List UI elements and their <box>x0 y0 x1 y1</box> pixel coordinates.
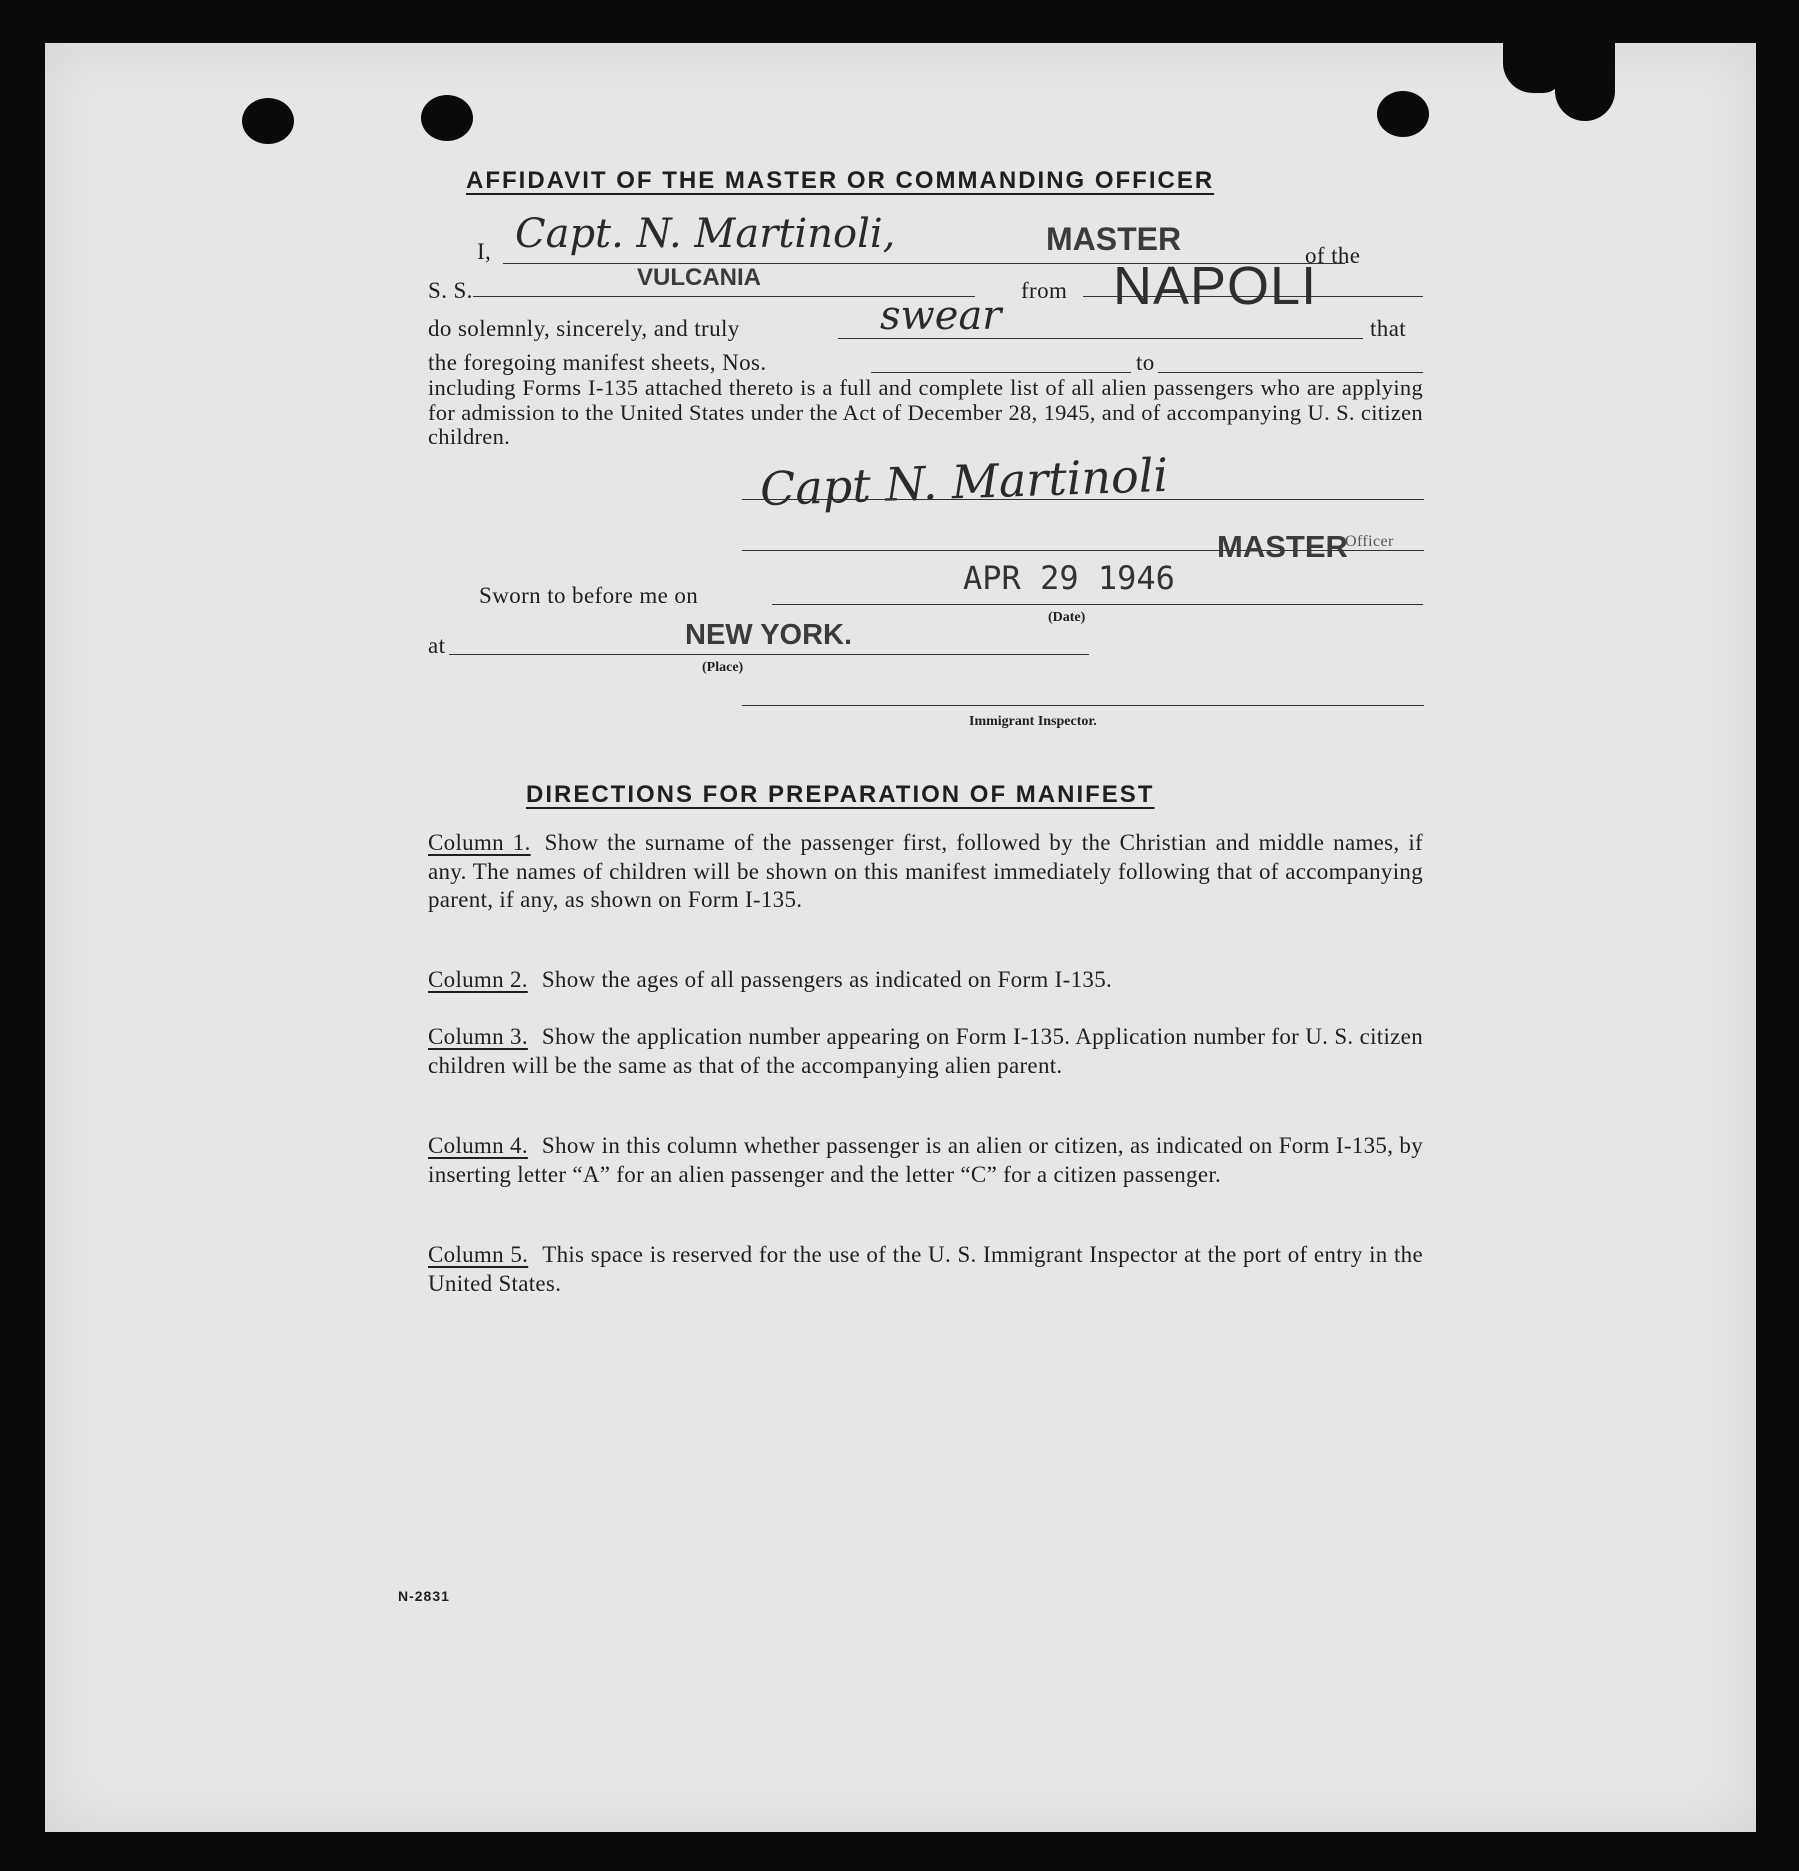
column-text: Show the application number appearing on Form I-135. Application number for U. S. citizen children will be the same as that of the accompanying alien parent. <box>428 1024 1423 1078</box>
column-label: Column 5. <box>428 1242 529 1267</box>
date-line <box>772 604 1423 605</box>
foregoing-nos-label: the foregoing manifest sheets, Nos. <box>428 350 767 375</box>
column-text: Show in this column whether passenger is an alien or citizen, as indicated on Form I-135, by inserting letter “A” for an alien passenger and the letter “C” for a citizen passenger. <box>428 1133 1423 1187</box>
directions-title: DIRECTIONS FOR PREPARATION OF MANIFEST <box>526 781 1155 808</box>
form-number: N-2831 <box>398 1588 450 1604</box>
of-the-label: of the <box>1305 243 1361 268</box>
punch-hole-middle <box>421 95 473 141</box>
swear-handwritten: swear <box>880 293 1002 339</box>
direction-column-2 <box>428 966 1423 995</box>
direction-column-5 <box>428 1241 1423 1298</box>
master-signature-handwritten: Capt N. Martinoli <box>759 447 1170 517</box>
punch-hole-right <box>1377 91 1429 137</box>
at-label: at <box>428 633 446 658</box>
torn-corner <box>1503 43 1563 93</box>
inspector-line <box>742 705 1424 706</box>
place-line <box>449 654 1089 655</box>
column-label: Column 4. <box>428 1133 528 1158</box>
direction-column-1 <box>428 829 1423 915</box>
direction-column-4 <box>428 1132 1423 1189</box>
column-label: Column 2. <box>428 967 528 992</box>
column-label: Column 1. <box>428 830 531 855</box>
column-text: This space is reserved for the use of the U. S. Immigrant Inspector at the port of entry in the United States. <box>428 1242 1423 1296</box>
ss-label: S. S. <box>428 278 473 303</box>
column-text: Show the surname of the passenger first, followed by the Christian and middle names, if any. The names of children will be shown on this manifest immediately following that of accompanying parent, if any, as shown on Form I-135. <box>428 830 1424 912</box>
to-label: to <box>1136 350 1155 375</box>
column-label: Column 3. <box>428 1024 528 1049</box>
affidavit-title: AFFIDAVIT OF THE MASTER OR COMMANDING OFFICER <box>466 167 1215 194</box>
ship-name-stamp: VULCANIA <box>637 264 761 291</box>
torn-corner <box>1555 43 1615 121</box>
rank-stamp: MASTER <box>1046 221 1182 257</box>
nos-from-line <box>871 372 1131 373</box>
nos-to-line <box>1158 372 1423 373</box>
date-caption: (Date) <box>1048 610 1086 625</box>
place-stamp: NEW YORK. <box>685 619 853 651</box>
signature-rank-stamp: MASTER <box>1217 529 1348 564</box>
that-label: that <box>1370 316 1407 341</box>
date-stamp: APR 29 1946 <box>963 559 1175 597</box>
column-text: Show the ages of all passengers as indicated on Form I-135. <box>541 967 1113 992</box>
from-label: from <box>1021 278 1068 303</box>
i-label: I, <box>477 239 492 264</box>
do-solemnly-label: do solemnly, sincerely, and truly <box>428 316 740 341</box>
punch-hole-left <box>242 98 294 144</box>
affidavit-statement: including Forms I-135 attached thereto is a full and complete list of all alien passengers who are applying for admission to the United States under the Act of December 28, 1945, and of accompanying U. S. citizen children. <box>428 375 1423 449</box>
master-name-handwritten: Capt. N. Martinoli, <box>515 211 896 257</box>
direction-column-3 <box>428 1023 1423 1080</box>
sworn-label: Sworn to before me on <box>479 583 699 608</box>
inspector-caption: Immigrant Inspector. <box>969 714 1097 729</box>
officer-label: Officer <box>1345 533 1394 550</box>
swear-line <box>838 338 1363 339</box>
document-page <box>45 43 1756 1832</box>
port-stamp: NAPOLI <box>1113 256 1318 316</box>
signature-line <box>742 499 1424 500</box>
place-caption: (Place) <box>702 660 744 675</box>
